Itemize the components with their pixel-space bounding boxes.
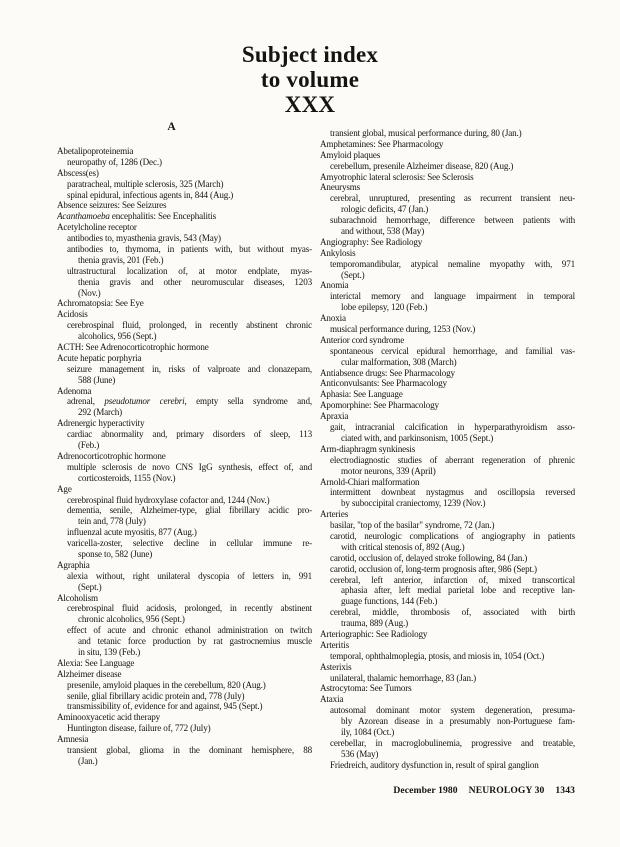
index-entry-line: 536 (May) bbox=[341, 748, 379, 759]
index-entry-line: bly Azorean disease in a presumably non-Portuguese fam- bbox=[341, 716, 575, 727]
index-entry-line: presenile, amyloid plaques in the cerebellum, 820 (Aug.) bbox=[67, 679, 266, 690]
index-entry-line: temporal, ophthalmoplegia, ptosis, and miosis in, 1054 (Oct.) bbox=[330, 650, 545, 661]
index-entry-line: cardiac abnormality and, primary disorders of sleep, 113 bbox=[67, 429, 312, 440]
index-entry-line: 588 (June) bbox=[78, 374, 116, 385]
index-entry-line: ultrastructural localization of, at motor endplate, myas- bbox=[67, 265, 312, 276]
index-entry-line: interictal memory and language impairment in temporal bbox=[330, 291, 575, 302]
section-letter-heading: A bbox=[167, 121, 176, 133]
index-entry-line: spinal epidural, infectious agents in, 844 (Aug.) bbox=[67, 189, 234, 200]
index-entry-line: Anomia bbox=[320, 280, 349, 291]
index-entry-line: Friedreich, auditory dysfunction in, result of spiral ganglion bbox=[330, 759, 539, 770]
index-entry-line: seizure management in, risks of valproate and clonazepam, bbox=[67, 363, 312, 374]
index-entry-line: Arteries bbox=[320, 509, 349, 520]
index-entry-line: autosomal dominant motor system degeneration, presuma- bbox=[330, 705, 575, 716]
index-entry-line: alcoholics, 956 (Sept.) bbox=[78, 331, 157, 342]
index-entry-line: Acute hepatic porphyria bbox=[57, 352, 142, 363]
index-entry-line: carotid, neurologic complications of angiography in patients bbox=[330, 530, 575, 541]
index-entry-line: (Sept.) bbox=[341, 269, 365, 280]
index-entry-line: tein and, 778 (July) bbox=[78, 516, 146, 527]
index-entry-line: Apomorphine: See Pharmacology bbox=[320, 400, 439, 411]
index-entry-line: sponse to, 582 (June) bbox=[78, 548, 153, 559]
index-entry-line: and without, 538 (May) bbox=[341, 226, 425, 237]
index-columns bbox=[57, 121, 575, 771]
index-entry-line: Adrenergic hyperactivity bbox=[57, 418, 145, 429]
index-entry-line: 292 (March) bbox=[78, 407, 123, 418]
page-title bbox=[0, 42, 620, 117]
index-entry-line: Amphetamines: See Pharmacology bbox=[320, 138, 444, 149]
index-entry-line: Absence seizures: See Seizures bbox=[57, 200, 167, 211]
index-entry-line: by suboccipital craniectomy, 1239 (Nov.) bbox=[341, 498, 486, 509]
index-entry-line: musical performance during, 1253 (Nov.) bbox=[330, 324, 476, 335]
index-entry-line: transient global, musical performance during, 80 (Jan.) bbox=[330, 128, 522, 138]
index-entry-line: Acetylcholine receptor bbox=[57, 222, 137, 233]
index-entry-line: gait, intracranial calcification in hyperparathyroidism asso- bbox=[330, 422, 575, 433]
index-entry-line: neuropathy of, 1286 (Dec.) bbox=[67, 156, 162, 167]
index-entry-line: Abscess(es) bbox=[57, 167, 99, 178]
footer-issue-date: December 1980 bbox=[393, 785, 458, 796]
index-entry-line: cerebrospinal fluid, prolonged, in recently abstinent chronic bbox=[67, 320, 312, 331]
index-entry-line: motor neurons, 339 (April) bbox=[341, 465, 436, 476]
index-entry-line: Achromatopsia: See Eye bbox=[57, 298, 144, 309]
index-entry-line: corticosteroids, 1155 (Nov.) bbox=[78, 472, 176, 483]
index-entry-line: Apraxia bbox=[320, 411, 349, 422]
title-line-1: Subject index bbox=[241, 42, 379, 67]
index-entry-line: effect of acute and chronic ethanol administration on twitch bbox=[67, 625, 312, 636]
index-entry-line: intermittent downbeat nystagmus and oscillopsia reversed bbox=[330, 487, 575, 498]
index-entry-line: Huntington disease, failure of, 772 (July) bbox=[67, 723, 211, 734]
index-entry-line: Aphasia: See Language bbox=[320, 389, 403, 400]
index-entry-line: Amyotrophic lateral sclerosis: See Sclerosis bbox=[320, 171, 474, 182]
index-entry-line: cular malformation, 308 (March) bbox=[341, 356, 457, 367]
index-entry-line: Anoxia bbox=[320, 313, 346, 324]
index-entry-line: lobe epilepsy, 120 (Feb.) bbox=[341, 302, 428, 313]
index-entry-line: antibodies to, myasthenia gravis, 543 (May) bbox=[67, 233, 221, 244]
index-entry-line: carotid, occlusion of, delayed stroke following, 84 (Jan.) bbox=[330, 552, 528, 563]
index-entry-line: ily, 1084 (Oct.) bbox=[341, 726, 395, 737]
index-entry-line: Alzheimer disease bbox=[57, 668, 122, 679]
index-entry-line: ACTH: See Adrenocorticotrophic hormone bbox=[57, 342, 209, 353]
index-lines-left bbox=[57, 146, 312, 767]
index-entry-line: guage functions, 144 (Feb.) bbox=[341, 596, 438, 607]
index-entry-line: Arteritis bbox=[320, 639, 349, 650]
index-entry-line: Angiography: See Radiology bbox=[320, 236, 423, 247]
index-entry-line: subarachnoid hemorrhage, difference between patients with bbox=[330, 215, 575, 226]
index-entry-line: transient global, glioma in the dominant hemisphere, 88 bbox=[67, 744, 312, 755]
index-entry-line: Astrocytoma: See Tumors bbox=[320, 683, 412, 694]
index-entry-line: (Jan.) bbox=[78, 755, 98, 766]
index-entry-line: influenzal acute myositis, 877 (Aug.) bbox=[67, 527, 197, 538]
index-entry-line: with critical stenosis of, 892 (Aug.) bbox=[341, 541, 465, 552]
index-entry-line: cerebrospinal fluid acidosis, prolonged, in recently abstinent bbox=[67, 603, 312, 614]
index-lines-right bbox=[320, 128, 575, 771]
index-entry-line: trauma, 889 (Aug.) bbox=[341, 618, 408, 629]
index-entry-line: and tetanic force production by rat gastrocnemius muscle bbox=[78, 636, 312, 647]
index-entry-line: Aminooxyacetic acid therapy bbox=[57, 712, 161, 723]
index-entry-line: Adenoma bbox=[57, 385, 92, 396]
index-entry-line: Acidosis bbox=[57, 309, 88, 320]
index-entry-line: cerebral, middle, thrombosis of, associated with birth bbox=[330, 607, 575, 618]
index-entry-line: (Feb.) bbox=[78, 440, 100, 451]
index-entry-line: Anterior cord syndrome bbox=[320, 334, 405, 345]
index-entry-line: cerebral, left anterior, infarction of, mixed transcortical bbox=[330, 574, 575, 585]
index-entry-line: paratracheal, multiple sclerosis, 325 (March) bbox=[67, 178, 224, 189]
index-entry-line: Amnesia bbox=[57, 734, 89, 745]
index-entry-line: senile, glial fibrillary acidic protein and, 778 (July) bbox=[67, 690, 245, 701]
index-entry-line: Adrenocorticotrophic hormone bbox=[57, 450, 166, 461]
index-entry-line: Alexia: See Language bbox=[57, 657, 135, 668]
index-entry-line: Ataxia bbox=[320, 694, 344, 705]
index-entry-line: antibodies to, thymoma, in patients with, but without myas- bbox=[67, 244, 312, 255]
index-entry-line: aphasia after, left medial parietal lobe and receptive lan- bbox=[341, 585, 575, 596]
index-entry-line: Ankylosis bbox=[320, 247, 356, 258]
index-entry-line: Alcoholism bbox=[57, 592, 98, 603]
index-entry-line: Arteriographic: See Radiology bbox=[320, 628, 428, 639]
index-entry-line: Aneurysms bbox=[320, 182, 361, 193]
index-entry-line: Acanthamoeba encephalitis: See Encephalitis bbox=[57, 211, 216, 222]
index-entry-line: Amyloid plaques bbox=[320, 149, 381, 160]
index-entry-line: cerebrospinal fluid hydroxylase cofactor and, 1244 (Nov.) bbox=[67, 494, 270, 505]
index-entry-line: adrenal, pseudotumor cerebri, empty sella syndrome and, bbox=[67, 396, 312, 407]
index-entry-line: Agraphia bbox=[57, 559, 90, 570]
index-entry-line: thenia gravis and other neuromuscular diseases, 1203 bbox=[78, 276, 312, 287]
index-entry-line: Age bbox=[57, 483, 72, 494]
footer-page-number: 1343 bbox=[555, 785, 575, 796]
title-line-3: XXX bbox=[284, 92, 336, 117]
index-entry-line: varicella-zoster, selective decline in cellular immune re- bbox=[67, 538, 312, 549]
index-entry-line: Arm-diaphragm synkinesis bbox=[320, 443, 416, 454]
index-entry-line: Arnold-Chiari malformation bbox=[320, 476, 420, 487]
index-entry-line: multiple sclerosis de novo CNS IgG synthesis, effect of, and bbox=[67, 461, 312, 472]
index-entry-line: Asterixis bbox=[320, 661, 352, 672]
index-entry-line: spontaneous cervical epidural hemorrhage, and familial vas- bbox=[330, 345, 575, 356]
index-entry-line: carotid, occlusion of, long-term prognosis after, 986 (Sept.) bbox=[330, 563, 537, 574]
index-entry-line: (Sept.) bbox=[78, 581, 102, 592]
index-entry-line: cerebral, unruptured, presenting as recurrent transient neu- bbox=[330, 193, 575, 204]
index-entry-line: ciated with, and parkinsonism, 1005 (Sept.) bbox=[341, 432, 494, 443]
index-entry-line: in situ, 139 (Feb.) bbox=[78, 646, 141, 657]
index-entry-line: transmissibility of, evidence for and against, 945 (Sept.) bbox=[67, 701, 263, 712]
index-entry-line: electrodiagnostic studies of aberrant regeneration of phrenic bbox=[330, 454, 575, 465]
index-column-left bbox=[57, 121, 312, 771]
index-column-right bbox=[320, 121, 575, 771]
index-entry-line: basilar, "top of the basilar" syndrome, 72 (Jan.) bbox=[330, 520, 495, 531]
index-entry-line: thenia gravis, 201 (Feb.) bbox=[78, 254, 164, 265]
index-entry-line: cerebellum, presenile Alzheimer disease, 820 (Aug.) bbox=[330, 160, 514, 171]
index-entry-line: unilateral, thalamic hemorrhage, 83 (Jan.) bbox=[330, 672, 476, 683]
index-entry-line: rologic deficits, 47 (Jan.) bbox=[341, 204, 429, 215]
index-entry-line: cerebellar, in macroglobulinemia, progressive and treatable, bbox=[330, 737, 575, 748]
footer-journal-name: NEUROLOGY 30 bbox=[468, 785, 545, 796]
index-entry-line: Abetalipoproteinemia bbox=[57, 146, 134, 156]
index-entry-line: (Nov.) bbox=[78, 287, 101, 298]
index-entry-line: temporomandibular, atypical nemaline myopathy with, 971 bbox=[330, 258, 575, 269]
index-entry-line: alexia without, right unilateral dyscopia of letters in, 991 bbox=[67, 570, 312, 581]
index-entry-line: dementia, senile, Alzheimer-type, glial fibrillary acidic pro- bbox=[67, 505, 312, 516]
index-entry-line: chronic alcoholics, 956 (Sept.) bbox=[78, 614, 185, 625]
page-footer bbox=[0, 785, 575, 796]
index-entry-line: Antiabsence drugs: See Pharmacology bbox=[320, 367, 455, 378]
index-entry-line: Anticonvulsants: See Pharmacology bbox=[320, 378, 447, 389]
title-line-2: to volume bbox=[260, 67, 360, 92]
